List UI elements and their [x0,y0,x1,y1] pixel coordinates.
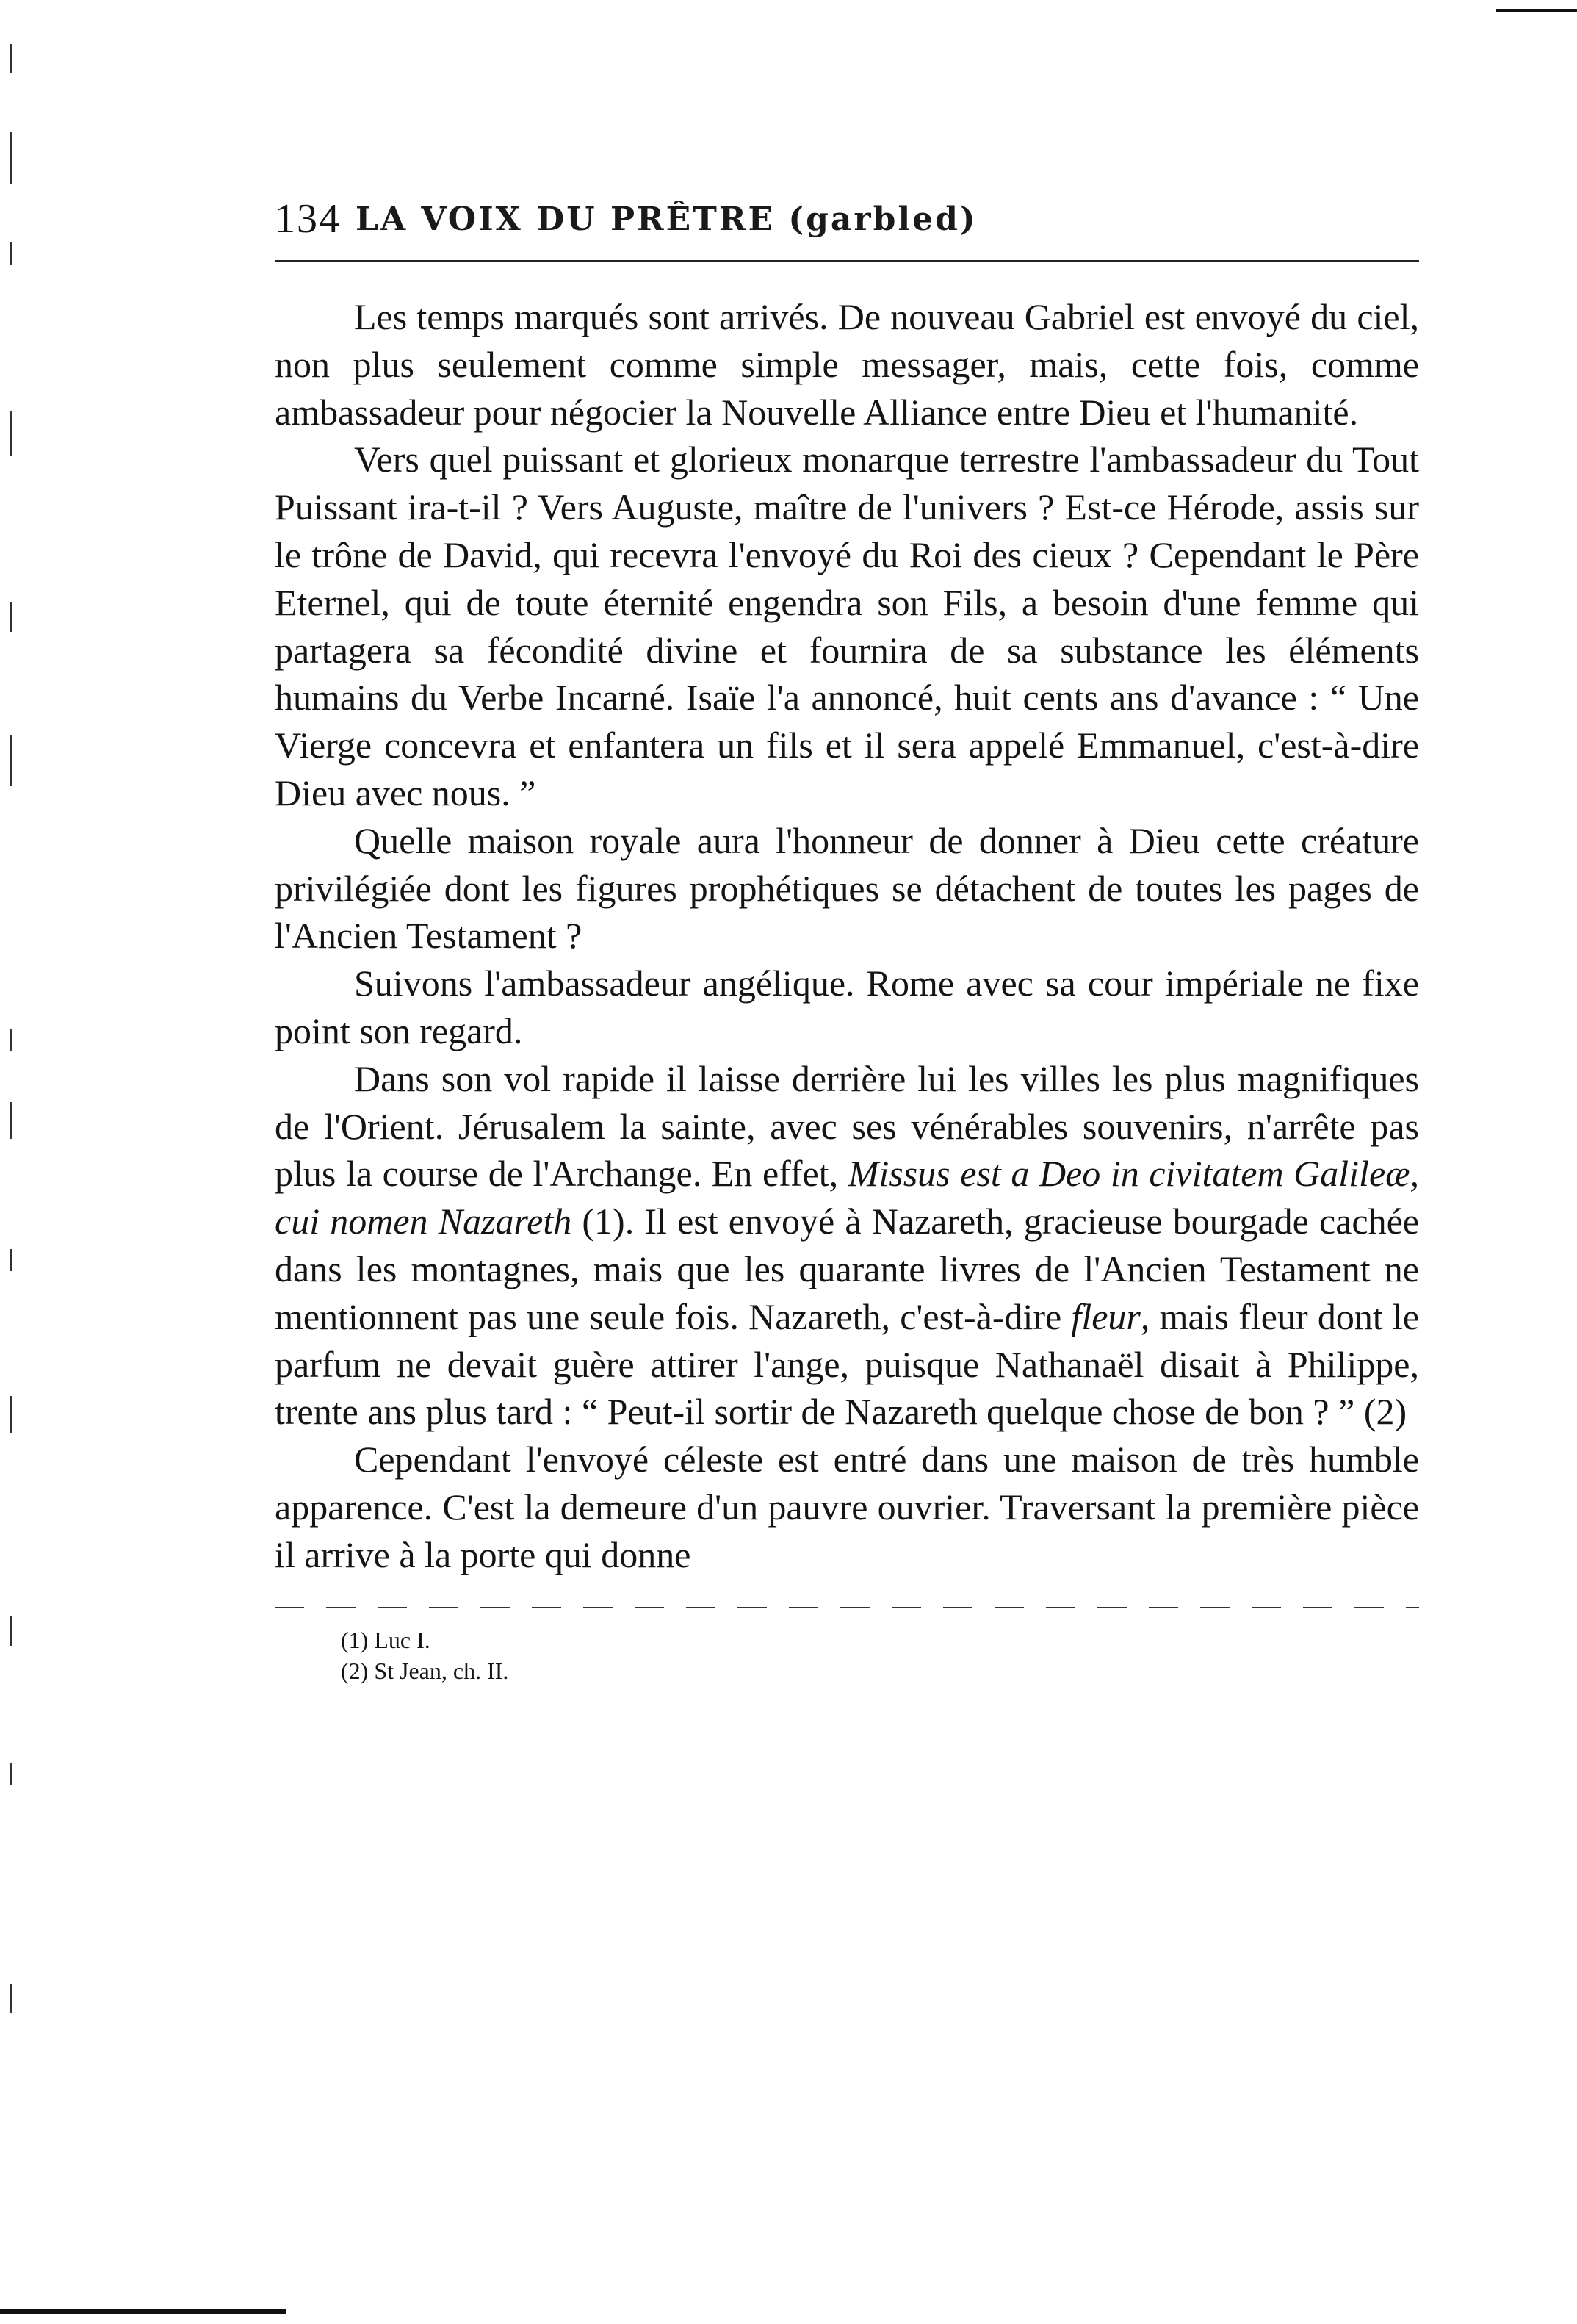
italic-text: fleur [1071,1295,1141,1337]
header-rule [275,260,1419,262]
footnotes [275,1625,1419,1686]
paragraph [275,293,1419,436]
footnote: (2) St Jean, ch. II. [341,1657,509,1684]
paragraph [275,960,1419,1055]
page-header [275,184,1419,254]
text-segment: Les temps marqués sont arrivés. De nouveau Gabriel est envoyé du ciel, non plus seulement comme simple messager, mais, cette fois, comme ambassadeur pour négocier la Nouvelle Alliance entre Dieu et l'humanité. [275,296,1419,433]
footnote: (1) Luc I. [341,1626,430,1653]
running-title: LA VOIX DU PRÊTRE (garbled) [356,200,978,238]
text-segment: Dans son vol rapide il laisse derrière lui les villes les plus magnifiques de l'Orient. Jérusalem la sainte, avec ses vénérables souvenirs, n'arrête pas plus la course de l'Archange. En effet, [275,1057,1419,1195]
text-segment: Suivons l'ambassadeur angélique. Rome avec sa cour impériale ne fixe point son regard. [275,963,1419,1051]
paragraph [275,436,1419,816]
scan-edge-line [1496,9,1577,12]
text-segment: Cependant l'envoyé céleste est entré dans une maison de très humble apparence. C'est la demeure d'un pauvre ouvrier. Traversant la première pièce il arrive à la porte qui donne [275,1439,1419,1575]
scan-margin-marks [0,0,29,2324]
body-text [275,293,1419,1579]
paragraph [275,1055,1419,1436]
italic-text: Missus est a Deo in civitatem Galileæ, cui nomen Nazareth [275,1153,1419,1242]
text-segment: (1). Il est envoyé à Nazareth, gracieuse bourgade cachée dans les montagnes, mais que les quarante livres de l'Ancien Testament ne mentionnent pas une seule fois. Nazareth, c'est-à-dire [275,1201,1419,1337]
text-segment: Vers quel puissant et glorieux monarque terrestre l'ambassadeur du Tout Puissant ira-t-il ? Vers Auguste, maître de l'univers ? Est-ce Hérode, assis sur le trône de David, qui recevra l'envoyé du Roi des cieux ? Cependant le Père Eternel, qui de toute éternité engendra son Fils, a besoin d'une femme qui partagera sa fécondité divine et fournira de sa substance les éléments humains du Verbe Incarné. Isaïe l'a annoncé, huit cents ans d'avance : “ Une Vierge concevra et enfantera un fils et il sera appelé Emmanuel, c'est-à-dire Dieu avec nous. ” [275,439,1419,813]
text-segment: Quelle maison royale aura l'honneur de donner à Dieu cette créature privilégiée dont les figures prophétiques se détachent de toutes les pages de l'Ancien Testament ? [275,819,1419,957]
scan-edge-line [0,2309,286,2314]
paragraph [275,817,1419,960]
text-segment: , mais fleur dont le parfum ne devait guère attirer l'ange, puisque Nathanaël disait à Philippe, trente ans plus tard : “ Peut-il sortir de Nazareth quelque chose de bon ? ” (2) [275,1295,1420,1433]
book-page [275,184,1419,1686]
page-number: 134 [275,196,341,242]
paragraph [275,1436,1419,1578]
footnote-rule [275,1607,1419,1608]
